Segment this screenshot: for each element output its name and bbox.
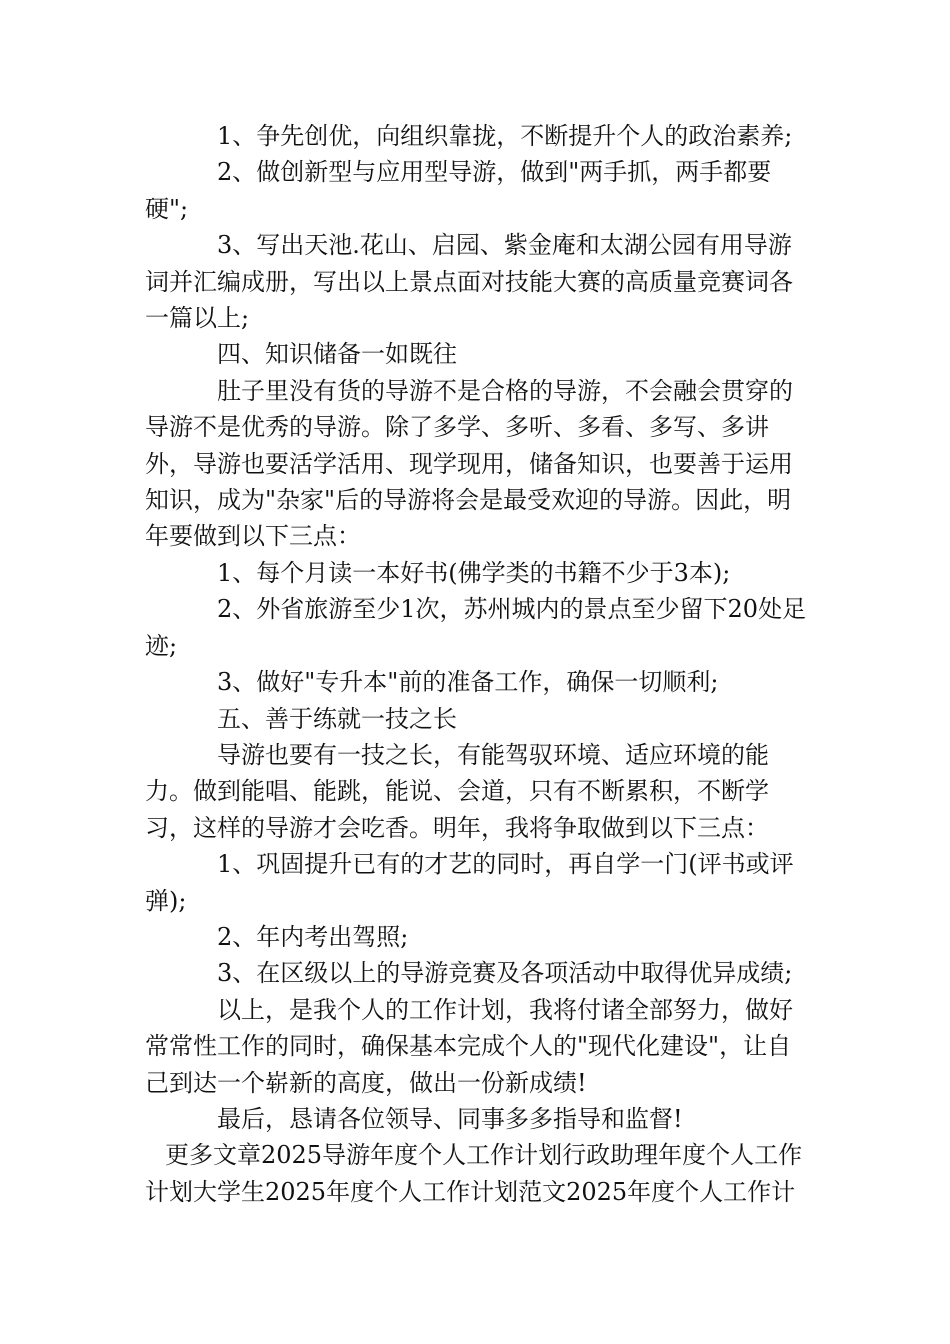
section-heading-skills: 五、善于练就一技之长 [217,704,457,733]
paragraph-closing: 最后，恳请各位领导、同事多多指导和监督! [217,1104,683,1133]
paragraph-conclusion: 以上，是我个人的工作计划，我将付诸全部努力，做好常常性工作的同时，确保基本完成个人的"现代化建设"，让自己到达一个崭新的高度，做出一份新成绩! [145,995,793,1097]
paragraph-knowledge-2: 2、外省旅游至少1次，苏州城内的景点至少留下20处足迹; [145,595,807,660]
paragraph-goal-2: 2、做创新型与应用型导游，做到"两手抓，两手都要硬"; [145,158,772,223]
more-articles-links[interactable]: 更多文章2025导游年度个人工作计划行政助理年度个人工作计划大学生2025年度个人工作计划范文2025年度个人工作计 [145,1141,803,1206]
document-body [145,118,810,1210]
section-heading-knowledge: 四、知识储备一如既往 [217,340,457,369]
paragraph-knowledge-intro: 肚子里没有货的导游不是合格的导游，不会融会贯穿的导游不是优秀的导游。除了多学、多听、多看、多写、多讲外，导游也要活学活用、现学现用，储备知识，也要善于运用知识，成为"杂家"后的导游将会是最受欢迎的导游。因此，明年要做到以下三点： [145,376,793,551]
paragraph-goal-3: 3、写出天池.花山、启园、紫金庵和太湖公园有用导游词并汇编成册，写出以上景点面对技能大赛的高质量竞赛词各一篇以上; [145,231,793,333]
paragraph-knowledge-3: 3、做好"专升本"前的准备工作，确保一切顺利; [217,668,719,697]
paragraph-skills-2: 2、年内考出驾照; [217,922,409,951]
paragraph-knowledge-1: 1、每个月读一本好书(佛学类的书籍不少于3本); [217,558,731,587]
paragraph-skills-intro: 导游也要有一技之长，有能驾驭环境、适应环境的能力。做到能唱、能跳，能说、会道，只有不断累积，不断学习，这样的导游才会吃香。明年，我将争取做到以下三点： [145,740,769,842]
paragraph-skills-1: 1、巩固提升已有的才艺的同时，再自学一门(评书或评弹); [145,850,794,915]
paragraph-skills-3: 3、在区级以上的导游竞赛及各项活动中取得优异成绩; [217,959,793,988]
paragraph-goal-1: 1、争先创优，向组织靠拢，不断提升个人的政治素养; [217,122,793,150]
